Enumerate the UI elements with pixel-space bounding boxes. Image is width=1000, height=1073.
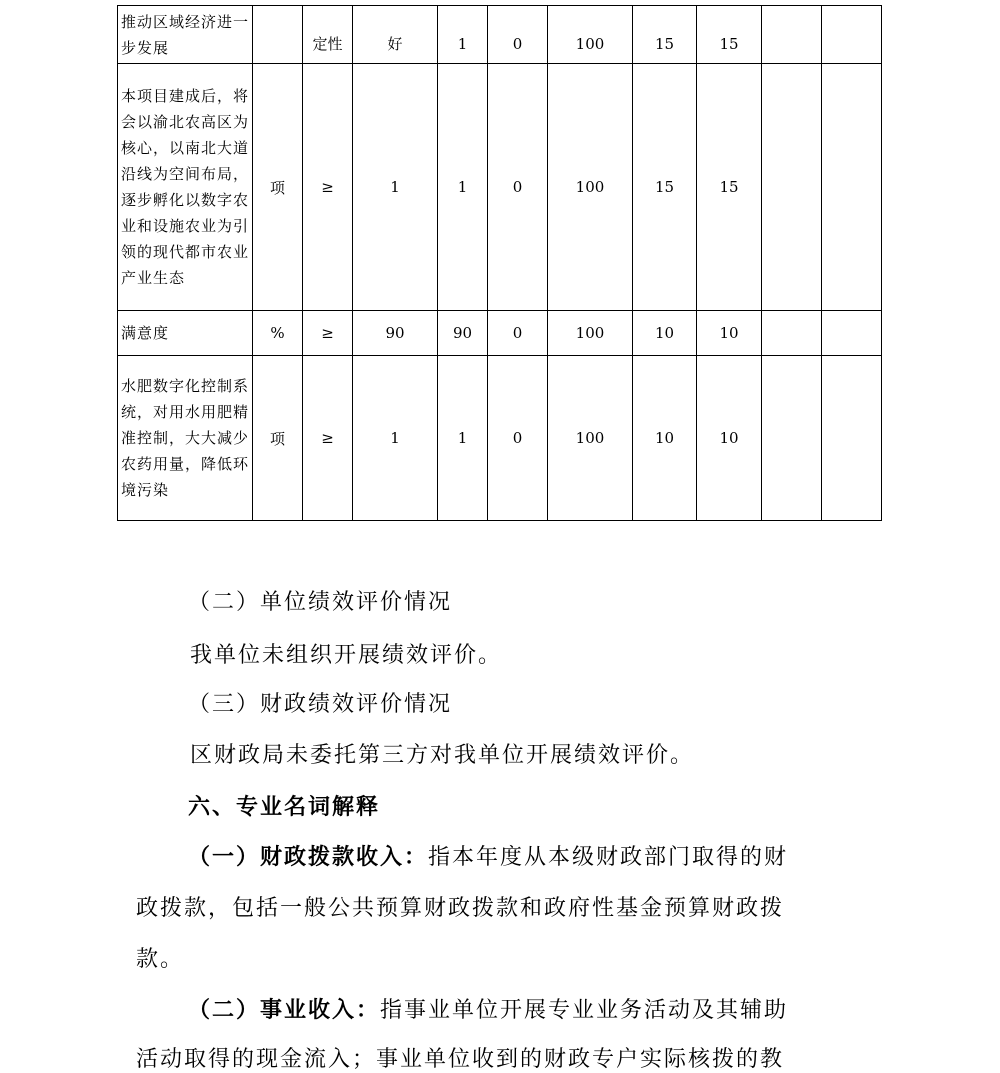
diff-cell: 0 (488, 356, 548, 521)
diff-cell: 0 (488, 64, 548, 311)
target-cell: 90 (353, 311, 438, 356)
indicator-cell: 满意度 (118, 311, 253, 356)
table-row (118, 6, 882, 64)
actual-cell: 90 (438, 311, 488, 356)
score-cell: 15 (697, 6, 762, 64)
operator-cell: ≥ (303, 64, 353, 311)
extra-cell (822, 6, 882, 64)
extra-cell (822, 311, 882, 356)
score-cell: 10 (697, 356, 762, 521)
operator-cell: 定性 (303, 6, 353, 64)
weight-cell: 15 (633, 6, 697, 64)
extra-cell (822, 356, 882, 521)
extra-cell (762, 6, 822, 64)
actual-cell: 1 (438, 64, 488, 311)
unit-cell: 项 (253, 356, 303, 521)
diff-cell: 0 (488, 311, 548, 356)
performance-table (117, 5, 882, 521)
target-cell: 好 (353, 6, 438, 64)
unit-cell (253, 6, 303, 64)
diff-cell: 0 (488, 6, 548, 64)
unit-cell: % (253, 311, 303, 356)
table-row (118, 64, 882, 311)
target-cell: 1 (353, 356, 438, 521)
table-row (118, 311, 882, 356)
score-cell: 15 (697, 64, 762, 311)
rate-cell: 100 (548, 64, 633, 311)
operator-cell: ≥ (303, 356, 353, 521)
term1-label: （一）财政拨款收入： (188, 844, 429, 870)
term2-label: （二）事业收入： (188, 997, 381, 1023)
term2-text: 指事业单位开展专业业务活动及其辅助 (380, 998, 789, 1023)
unit-eval-text: 我单位未组织开展绩效评价。 (190, 643, 503, 668)
unit-cell: 项 (253, 64, 303, 311)
unit-eval-heading: （二）单位绩效评价情况 (188, 590, 453, 615)
fiscal-eval-heading: （三）财政绩效评价情况 (188, 692, 453, 717)
score-cell: 10 (697, 311, 762, 356)
term1-text: 指本年度从本级财政部门取得的财 (428, 845, 789, 870)
weight-cell: 10 (633, 311, 697, 356)
extra-cell (762, 64, 822, 311)
table-row (118, 356, 882, 521)
operator-cell: ≥ (303, 311, 353, 356)
extra-cell (762, 311, 822, 356)
weight-cell: 15 (633, 64, 697, 311)
terms-heading: 六、专业名词解释 (188, 794, 381, 820)
rate-cell: 100 (548, 356, 633, 521)
term2-line (188, 993, 788, 1024)
actual-cell: 1 (438, 6, 488, 64)
extra-cell (762, 356, 822, 521)
weight-cell: 10 (633, 356, 697, 521)
indicator-cell: 推动区域经济进一步发展 (118, 6, 253, 64)
extra-cell (822, 64, 882, 311)
fiscal-eval-text: 区财政局未委托第三方对我单位开展绩效评价。 (190, 743, 695, 768)
rate-cell: 100 (548, 6, 633, 64)
term2-line2: 活动取得的现金流入；事业单位收到的财政专户实际核拨的教 (136, 1047, 785, 1072)
actual-cell: 1 (438, 356, 488, 521)
term1-line3: 款。 (136, 947, 185, 972)
target-cell: 1 (353, 64, 438, 311)
term1-line (188, 840, 788, 871)
indicator-cell: 水肥数字化控制系统，对用水用肥精准控制，大大减少农药用量，降低环境污染 (118, 356, 253, 521)
term1-line2: 政拨款，包括一般公共预算财政拨款和政府性基金预算财政拨 (136, 896, 785, 921)
rate-cell: 100 (548, 311, 633, 356)
indicator-cell: 本项目建成后，将会以渝北农高区为核心，以南北大道沿线为空间布局，逐步孵化以数字农业和设施农业为引领的现代都市农业产业生态 (118, 64, 253, 311)
